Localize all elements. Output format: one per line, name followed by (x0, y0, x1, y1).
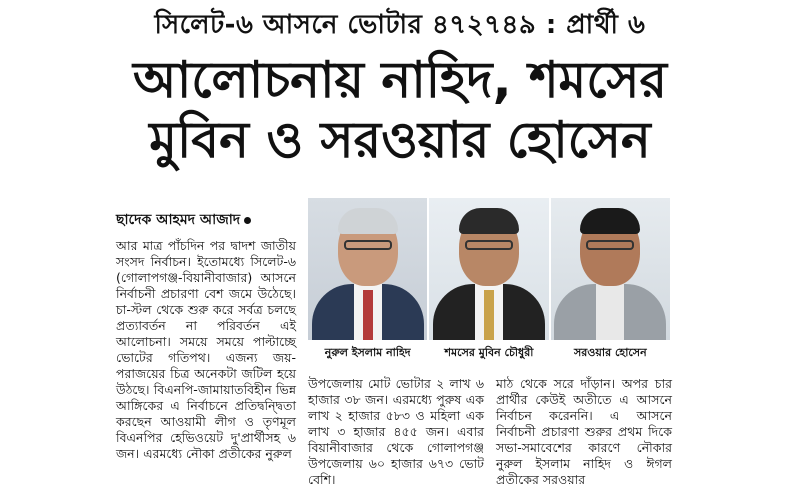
headline-line-1: আলোচনায় নাহিদ, শমসের (133, 51, 667, 109)
article-column-2 (308, 376, 484, 490)
photo-sarwar-hossain (551, 198, 670, 340)
glasses-icon (344, 240, 392, 250)
column-3-text: মাঠ থেকে সরে দাঁড়ান। অপর চার প্রার্থীর কেউই অতীতে এ আসনে নির্বাচন করেননি। এ আসনে নির্বাচনী প্রচারণা শুরুর প্রথম দিকে সভা-সমাবেশের কারণে নৌকার নুরুল ইসলাম নাহিদ ও ঈগল প্রতীকের সরওয়ার (496, 376, 672, 487)
byline (116, 208, 251, 232)
person-tie-icon (484, 290, 494, 340)
person-tie-icon (363, 290, 373, 340)
person-hair-icon (459, 208, 519, 234)
bullet-icon (244, 217, 251, 224)
photo-nurul-islam-nahid (308, 198, 427, 340)
main-headline (0, 50, 800, 170)
photo-shamser-mobin-chowdhury (429, 198, 548, 340)
column-2-text: উপজেলায় মোট ভোটার ২ লাখ ৬ হাজার ৩৮ জন। এরমধ্যে পুরুষ এক লাখ ২ হাজার ৫৮৩ ও মহিলা এক লাখ ৩ হাজার ৪৫৫ জন। এবার বিয়ানীবাজার থেকে গোলাপগঞ্জ উপজেলায় ৬০ হাজার ৬৭৩ ভোট বেশি। (308, 376, 484, 487)
glasses-icon (586, 240, 634, 250)
person-shirt-icon (596, 284, 624, 340)
person-hair-icon (580, 208, 640, 234)
headline-line-2: মুবিন ও সরওয়ার হোসেন (149, 111, 651, 169)
column-1-text: আর মাত্র পাঁচদিন পর দ্বাদশ জাতীয় সংসদ নির্বাচন। ইতোমধ্যে সিলেট-৬ (গোলাপগঞ্জ-বিয়ানীবাজার) আসনে নির্বাচনী প্রচারণা বেশ জমে উঠেছে। চা-স্টল থেকে শুরু করে সর্বত্র চলছে প্রত্যাবর্তন না পরিবর্তন এই আলোচনা। সময়ে সময়ে পাল্টাচ্ছে ভোটের গতিপথ। এজন্য জয়-পরাজয়ের চিত্র অনেকটা জটিল হয়ে উঠছে। বিএনপি-জামায়াতবিহীন ভিন্ন আঙ্গিকের এ নির্বাচনে প্রতিদ্বন্দ্বিতা করছেন আওয়ামী লীগ ও তৃণমূল বিএনপির হেভিওয়েট দু'প্রার্থীসহ ৬ জন। এরমধ্যে নৌকা প্রতীকের নুরুল (116, 238, 296, 461)
caption-3: সরওয়ার হোসেন (573, 346, 647, 359)
kicker-headline: সিলেট-৬ আসনে ভোটার ৪৭২৭৪৯ : প্রার্থী ৬ (154, 10, 646, 40)
photo-captions (308, 344, 670, 363)
article-column-1 (116, 238, 296, 464)
byline-author: ছাদেক আহমদ আজাদ (116, 212, 241, 228)
glasses-icon (465, 240, 513, 250)
caption-2: শমসের মুবিন চৌধুরী (444, 346, 534, 359)
candidate-photos (308, 198, 670, 340)
person-hair-icon (338, 208, 398, 234)
caption-1: নুরুল ইসলাম নাহিদ (324, 346, 411, 359)
article-column-3 (496, 376, 672, 490)
